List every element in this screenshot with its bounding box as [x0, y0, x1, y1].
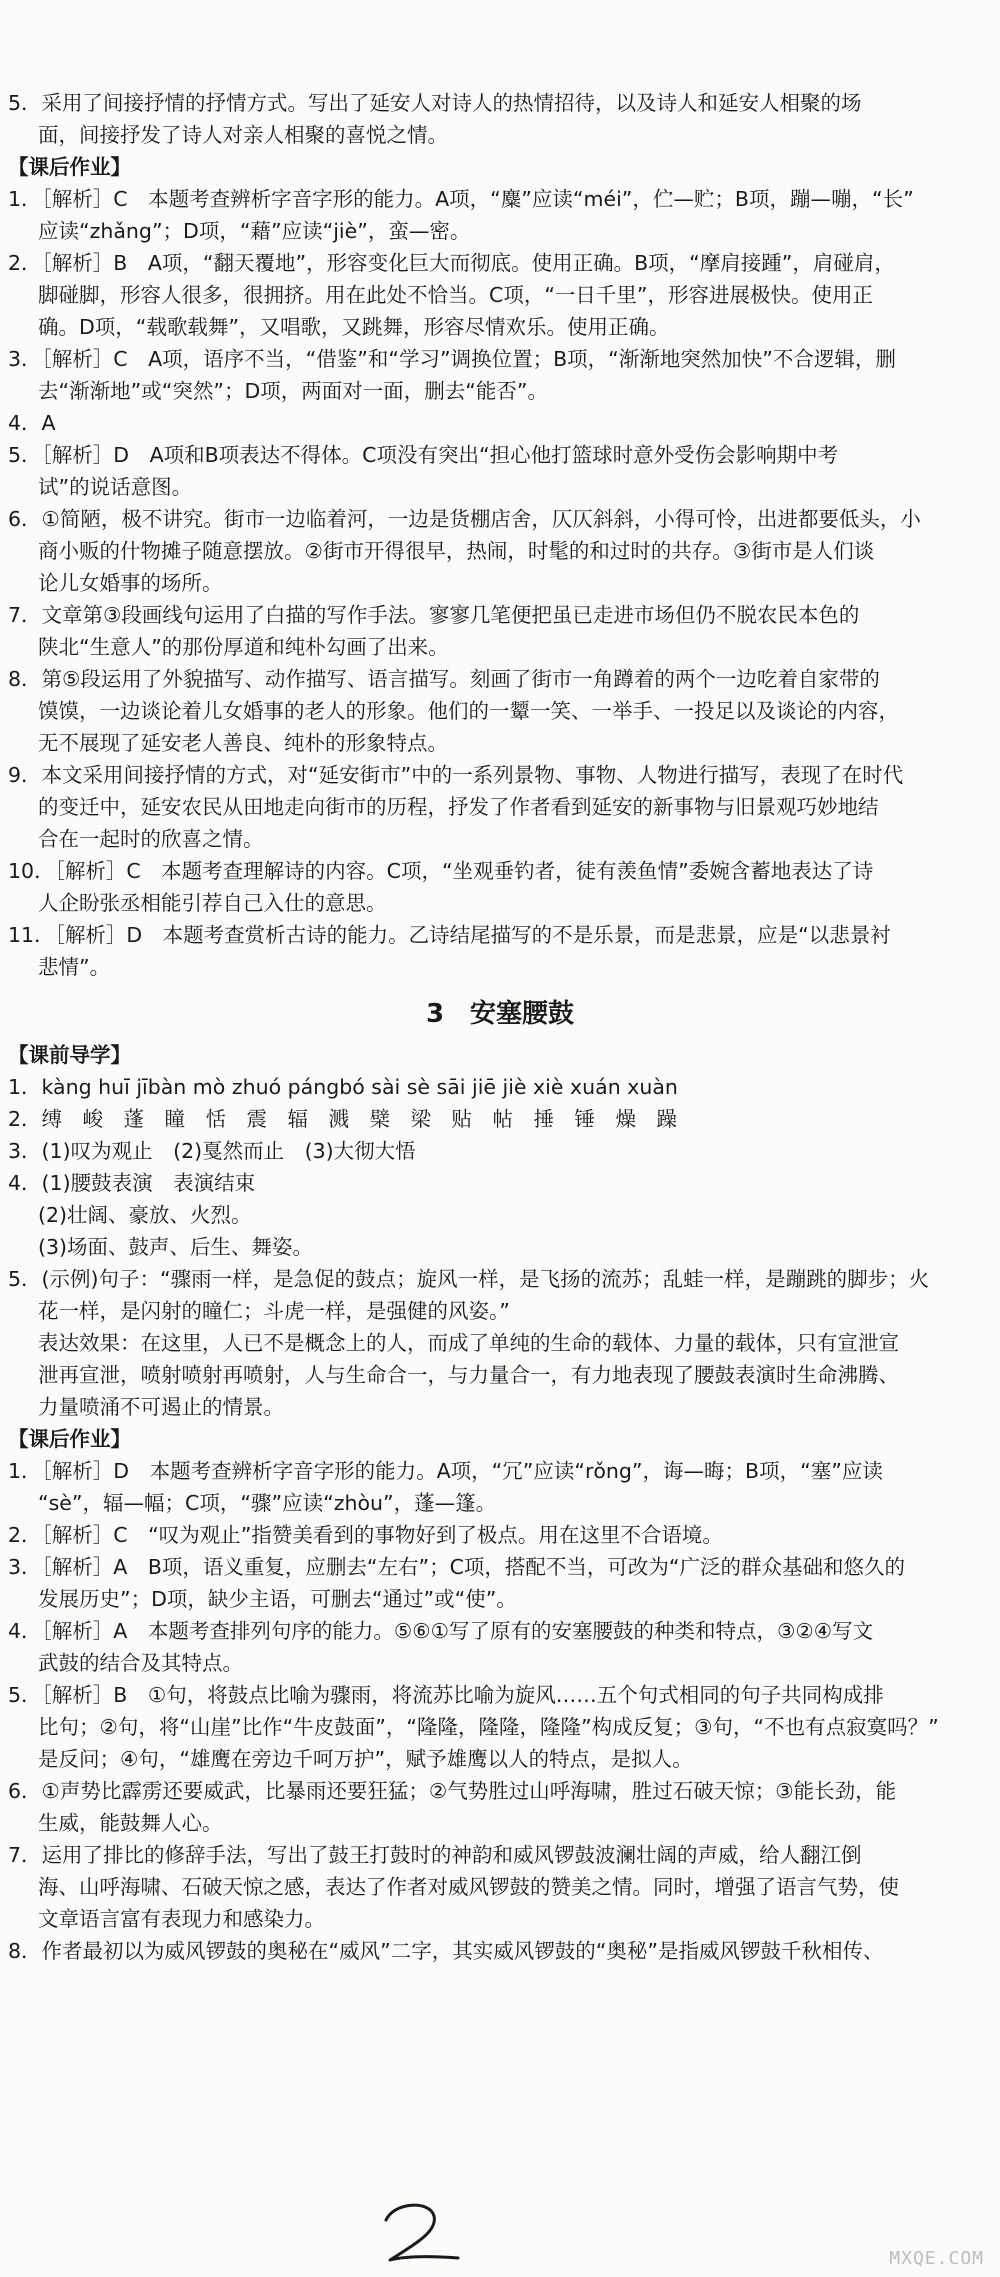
text-line: “sè”，辐—幅；C项，“骤”应读“zhòu”，蓬—篷。 — [38, 1491, 497, 1515]
text-line: 2．［解析］C “叹为观止”指赞美看到的事物好到了极点。用在这里不合语境。 — [8, 1523, 723, 1547]
text-line: 发展历史”；D项，缺少主语，可删去“通过”或“使”。 — [38, 1587, 517, 1611]
text-line: 的变迁中，延安农民从田地走向街市的历程，抒发了作者看到延安的新事物与旧景观巧妙地结 — [38, 795, 879, 819]
text-line: 4．［解析］A 本题考查排列句序的能力。⑤⑥①写了原有的安塞腰鼓的种类和特点，③②④写文 — [8, 1619, 874, 1643]
text-line: 5．采用了间接抒情的抒情方式。写出了延安人对诗人的热情招待，以及诗人和延安人相聚的场 — [8, 91, 862, 115]
text-line: 8．作者最初以为威风锣鼓的奥秘在“威风”二字，其实威风锣鼓的“奥秘”是指威风锣鼓千秋相传、 — [8, 1939, 884, 1963]
text-line: 试”的说话意图。 — [38, 475, 193, 499]
lesson-title: 3 安塞腰鼓 — [425, 999, 575, 1029]
text-line: 8．第⑤段运用了外貌描写、动作描写、语言描写。刻画了街市一角蹲着的两个一边吃着自家带的 — [8, 667, 880, 691]
watermark-text: MXQE.COM — [889, 2248, 984, 2269]
text-line: 1．［解析］D 本题考查辨析字音字形的能力。A项，“冗”应读“rǒng”，诲—晦；B项，“塞”应读 — [8, 1459, 883, 1483]
text-line: 7．文章第③段画线句运用了白描的写作手法。寥寥几笔便把虽已走进市场但仍不脱农民本色的 — [8, 603, 860, 627]
text-line: (3)场面、鼓声、后生、舞姿。 — [38, 1235, 314, 1259]
watermark-logo — [820, 2209, 990, 2269]
text-line: 6．①声势比霹雳还要威武，比暴雨还要狂猛；②气势胜过山呼海啸，胜过石破天惊；③能长劲，能 — [8, 1779, 897, 1803]
section-header: 【课前导学】 — [8, 1043, 131, 1067]
text-line: 是反问；④句，“雄鹰在旁边千呵万护”，赋予雄鹰以人的特点，是拟人。 — [38, 1747, 693, 1771]
text-line: 应读“zhǎng”；D项，“藉”应读“jiè”，蛮—密。 — [38, 219, 471, 243]
text-line: 3．［解析］A B项，语义重复，应删去“左右”；C项，搭配不当，可改为“广泛的群众基础和悠久的 — [8, 1555, 906, 1579]
text-line: 馍馍，一边谈论着儿女婚事的老人的形象。他们的一颦一笑、一举手、一投足以及谈论的内容， — [38, 699, 899, 723]
section-header: 【课后作业】 — [8, 155, 131, 179]
text-line: 论儿女婚事的场所。 — [38, 571, 223, 595]
text-line: 合在一起时的欣喜之情。 — [38, 827, 264, 851]
text-line: 5．(示例)句子：“骤雨一样，是急促的鼓点；旋风一样，是飞扬的流苏；乱蛙一样，是蹦跳的脚步；火 — [8, 1267, 930, 1291]
text-line: 海、山呼海啸、石破天惊之感，表达了作者对威风锣鼓的赞美之情。同时，增强了语言气势，使 — [38, 1875, 899, 1899]
text-line: 2．缚 峻 蓬 瞳 恬 震 辐 溅 檗 梁 贴 帖 捶 锤 燥 躁 — [8, 1107, 678, 1131]
text-line: 生威，能鼓舞人心。 — [38, 1811, 223, 1835]
text-line: 无不展现了延安老人善良、纯朴的形象特点。 — [38, 731, 448, 755]
text-line: 1．［解析］C 本题考查辨析字音字形的能力。A项，“麋”应读“méi”，伫—贮；B项，蹦—嘣，“长” — [8, 187, 914, 211]
text-line: 力量喷涌不可遏止的情景。 — [38, 1395, 284, 1419]
text-line: (2)壮阔、豪放、火烈。 — [38, 1203, 252, 1227]
text-line: 3．［解析］C A项，语序不当，“借鉴”和“学习”调换位置；B项，“渐渐地突然加快”不合逻辑，删 — [8, 347, 896, 371]
text-line: 去“渐渐地”或“突然”；D项，两面对一面，删去“能否”。 — [38, 379, 549, 403]
text-line: 5．［解析］B ①句，将鼓点比喻为骤雨，将流苏比喻为旋风……五个句式相同的句子共同构成排 — [8, 1683, 884, 1707]
text-line: 2．［解析］B A项，“翻天覆地”，形容变化巨大而彻底。使用正确。B项，“摩肩接踵”，肩碰肩， — [8, 251, 895, 275]
text-line: 武鼓的结合及其特点。 — [38, 1651, 243, 1675]
handwritten-page-number — [372, 2198, 464, 2268]
text-line: 泄再宣泄，喷射喷射再喷射，人与生命合一，与力量合一，有力地表现了腰鼓表演时生命沸腾、 — [38, 1363, 899, 1387]
section-header: 【课后作业】 — [8, 1427, 131, 1451]
text-line: 花一样，是闪射的瞳仁；斗虎一样，是强健的风姿。” — [38, 1299, 510, 1323]
text-line: 5．［解析］D A项和B项表达不得体。C项没有突出“担心他打篮球时意外受伤会影响期中考 — [8, 443, 839, 467]
text-line: 11．［解析］D 本题考查赏析古诗的能力。乙诗结尾描写的不是乐景，而是悲景，应是“以悲景衬 — [8, 923, 891, 947]
text-line: 商小贩的什物摊子随意摆放。②街市开得很早，热闹，时髦的和过时的共存。③街市是人们谈 — [38, 539, 875, 563]
text-line: 4．A — [8, 411, 56, 435]
text-line: 面，间接抒发了诗人对亲人相聚的喜悦之情。 — [38, 123, 448, 147]
text-line: 6．①简陋，极不讲究。街市一边临着河，一边是货棚店舍，仄仄斜斜，小得可怜，出进都要低头，小 — [8, 507, 921, 531]
text-line: 表达效果：在这里，人已不是概念上的人，而成了单纯的生命的载体、力量的载体，只有宣泄宣 — [38, 1331, 899, 1355]
text-line: 10．［解析］C 本题考查理解诗的内容。C项，“坐观垂钓者，徒有羡鱼情”委婉含蓄地表达了诗 — [8, 859, 874, 883]
text-line: 比句；②句，将“山崖”比作“牛皮鼓面”，“隆隆，隆隆，隆隆”构成反复；③句，“不也有点寂寞吗？” — [38, 1715, 939, 1739]
text-line: 陕北“生意人”的那份厚道和纯朴勾画了出来。 — [38, 635, 449, 659]
text-line: 脚碰脚，形容人很多，很拥挤。用在此处不恰当。C项，“一日千里”，形容进展极快。使用正 — [38, 283, 874, 307]
text-line: 文章语言富有表现力和感染力。 — [38, 1907, 325, 1931]
text-line: 人企盼张丞相能引荐自己入仕的意思。 — [38, 891, 387, 915]
text-line: 确。D项，“载歌载舞”，又唱歌，又跳舞，形容尽情欢乐。使用正确。 — [38, 315, 670, 339]
text-line: 1．kàng huī jībàn mò zhuó pángbó sài sè sāi jiē jiè xiè xuán xuàn — [8, 1075, 678, 1099]
text-line: 4．(1)腰鼓表演 表演结束 — [8, 1171, 256, 1195]
text-line: 3．(1)叹为观止 (2)戛然而止 (3)大彻大悟 — [8, 1139, 416, 1163]
text-line: 悲情”。 — [38, 955, 111, 979]
text-line: 9．本文采用间接抒情的方式，对“延安街市”中的一系列景物、事物、人物进行描写，表现了在时代 — [8, 763, 904, 787]
text-line: 7．运用了排比的修辞手法，写出了鼓王打鼓时的神韵和威风锣鼓波澜壮阔的声威，给人翻江倒 — [8, 1843, 862, 1867]
